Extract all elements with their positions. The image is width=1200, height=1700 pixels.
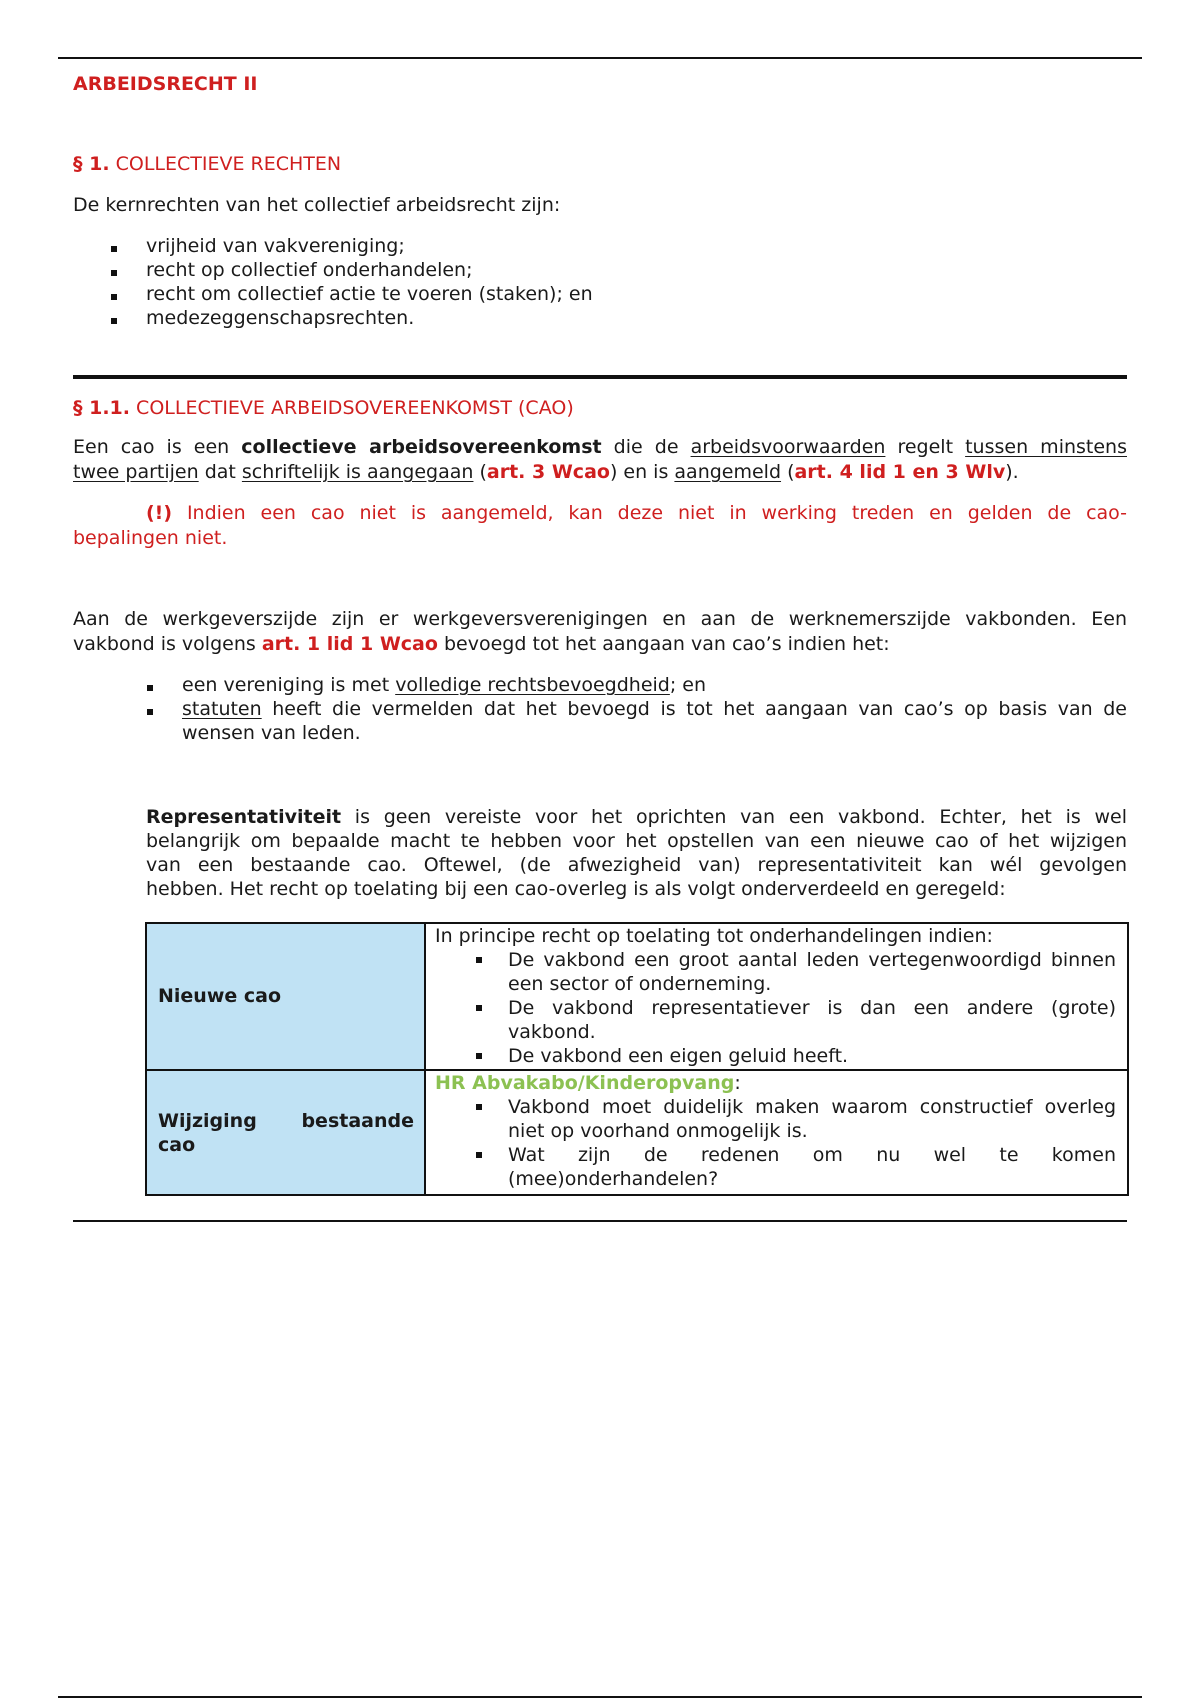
representativity-line-2: belangrijk om bepaalde macht te hebben voor het opstellen van een nieuwe cao of het wijzigen (146, 830, 1127, 852)
bullet-marker (111, 270, 117, 276)
toelating-table (145, 922, 1129, 1196)
section-1-intro: De kernrechten van het collectief arbeidsrecht zijn: (73, 194, 561, 216)
warning-mark: (!) (146, 502, 173, 524)
representativity-line-3: van een bestaande cao. Oftewel, (de afwezigheid van) representativiteit kan wél gevolgen (146, 854, 1127, 876)
article-reference: art. 3 Wcao (486, 461, 610, 483)
case-reference: HR Abvakabo/Kinderopvang (435, 1072, 735, 1094)
bullet-marker (476, 957, 482, 963)
section-1-1-number: § 1.1. (73, 397, 130, 419)
list-item: recht om collectief actie te voeren (staken); en (146, 283, 593, 305)
list-item: statuten heeft die vermelden dat het bevoegd is tot het aangaan van cao’s op basis van de (182, 698, 1127, 720)
bullet-marker (476, 1104, 482, 1110)
top-rule (58, 57, 1142, 59)
cao-definition-line-2: twee partijen dat schriftelijk is aangegaan (art. 3 Wcao) en is aangemeld (art. 4 lid 1 en 3 Wlv). (73, 461, 1019, 483)
list-item: een vereniging is met volledige rechtsbevoegdheid; en (182, 674, 707, 696)
warning-note-line-2: bepalingen niet. (73, 527, 228, 549)
bullet-marker (111, 318, 117, 324)
employer-employee-line-2: vakbond is volgens art. 1 lid 1 Wcao bevoegd tot het aangaan van cao’s indien het: (73, 633, 890, 655)
employer-employee-line-1: Aan de werkgeverszijde zijn er werkgeversverenigingen en aan de werknemerszijde vakbonden. Een (73, 608, 1127, 630)
bullet-marker (147, 685, 153, 691)
bullet-marker (476, 1005, 482, 1011)
table-row-header: Nieuwe cao (146, 923, 425, 1070)
bullet-marker (111, 294, 117, 300)
cao-definition-line-1: Een cao is een collectieve arbeidsovereenkomst die de arbeidsvoorwaarden regelt tussen minstens (73, 436, 1127, 458)
list-item: medezeggenschapsrechten. (146, 307, 415, 329)
document-title: ARBEIDSRECHT II (73, 73, 258, 95)
section-1-title: COLLECTIEVE RECHTEN (115, 153, 342, 175)
bullet-marker (476, 1152, 482, 1158)
table-row-header: Wijziging bestaande cao (146, 1070, 425, 1195)
table-cell: HR Abvakabo/Kinderopvang: Vakbond moet duidelijk maken waarom constructief overleg niet op voorhand onmogelijk is. Wat zijn de redenen om nu wel te komen (mee)onderhandelen? (425, 1070, 1128, 1195)
warning-note-line-1: (!) Indien een cao niet is aangemeld, kan deze niet in werking treden en gelden de cao- (146, 502, 1127, 524)
representativity-line-4: hebben. Het recht op toelating bij een cao-overleg is als volgt onderverdeeld en geregeld: (146, 878, 1006, 900)
bullet-marker (476, 1053, 482, 1059)
list-item: vrijheid van vakvereniging; (146, 235, 405, 257)
bullet-marker (147, 709, 153, 715)
section-1-1-title: COLLECTIEVE ARBEIDSOVEREENKOMST (CAO) (136, 397, 574, 419)
section-divider (73, 375, 1127, 379)
table-row (146, 923, 1128, 1070)
page-bottom-rule (58, 1696, 1142, 1698)
table-cell: In principe recht op toelating tot onderhandelingen indien: De vakbond een groot aantal leden vertegenwoordigd binnen een sector of onderneming. De vakbond representatiever is dan een andere (grote) vakbond. De vakbond een eigen geluid heeft. (425, 923, 1128, 1070)
list-item-continuation: wensen van leden. (182, 722, 361, 744)
section-1-number: § 1. (73, 153, 110, 175)
section-1-1-heading (73, 396, 574, 421)
section-end-rule (73, 1220, 1127, 1222)
section-1-heading (73, 152, 341, 177)
representativity-line-1: Representativiteit is geen vereiste voor het oprichten van een vakbond. Echter, het is wel (146, 806, 1127, 828)
article-reference: art. 1 lid 1 Wcao (261, 633, 438, 655)
article-reference: art. 4 lid 1 en 3 Wlv (794, 461, 1006, 483)
table-row (146, 1070, 1128, 1195)
list-item: recht op collectief onderhandelen; (146, 259, 473, 281)
bullet-marker (111, 246, 117, 252)
